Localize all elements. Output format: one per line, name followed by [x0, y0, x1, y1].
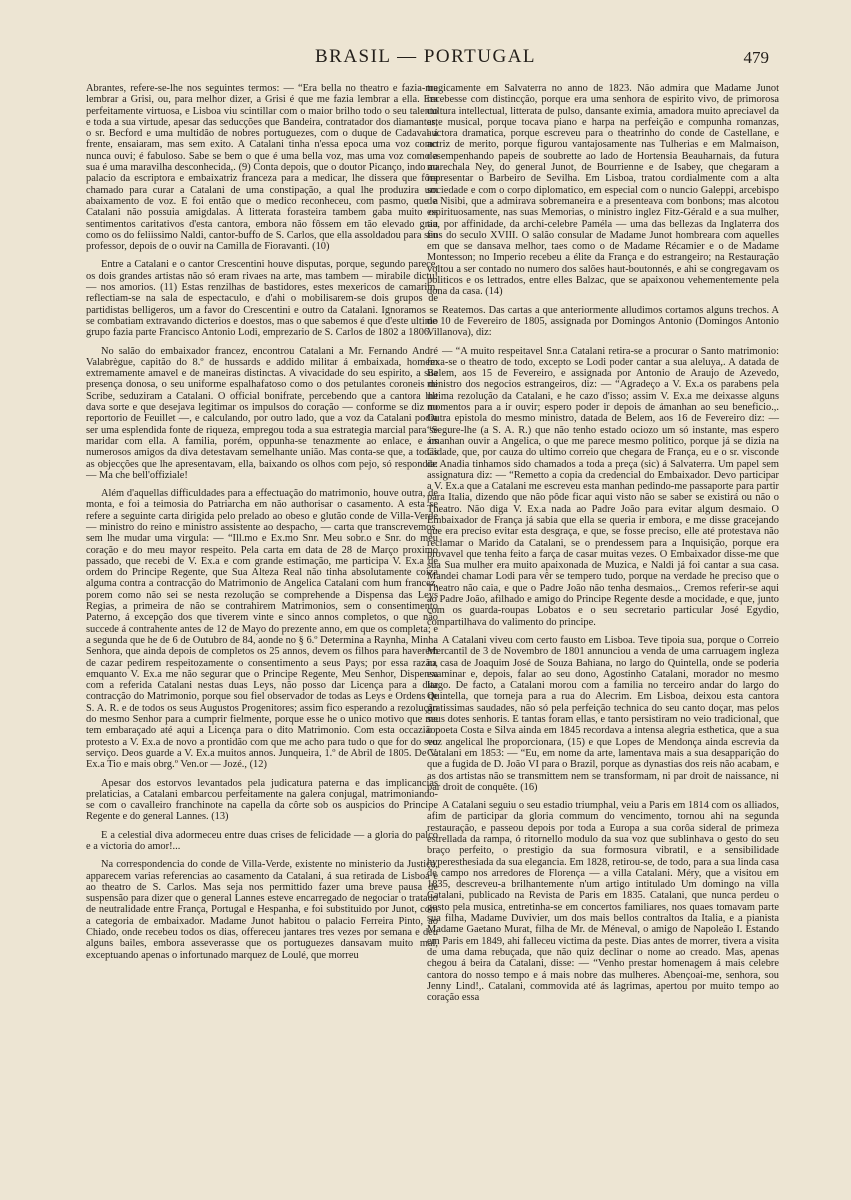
- paragraph: Abrantes, refere-se-lhe nos seguintes termos: — “Era bella no theatro e fazia-me lembrar a Grisi, ou, para melhor dizer, a Grisi é que me fazia lembrar a ella. Era perfeitamente virtuosa, e Lisboa viu scintillar com o maior brilho todo o seu talento e toda a sua virtude, apesar das seducções que Bandeira, contratador dos diamantes, o sr. Becford e uma multidão de nobres portuguezes, com o duque de Cadaval á frente, ensaiaram, mas sem exito. A Catalani tinha n'essa epoca uma voz como nunca ouvi; é fabuloso. Sabe se bem o que é uma bella voz, mas uma voz como a sua é uma maravilha desconhecida,. (9) Conta depois, que o doutor Picanço, indo ao palacio da escriptora e embaixatriz franceza para a medicar, lhe dissera que fôra chamado para curar a Catalani de uma constipação, a qual lhe produzira um abaixamento de voz. E foi então que o medico reconheceu, com pasmo, que a Catalani não possuia amigdalas. A litterata forasteira tambem gaba muito os sentimentos caritativos d'esta cantora, embora não fôssem em tão elevado grau como os do feliissimo Naldi, cantor-buffo de S. Carlos, que ella assoldadou para seu professor, depois de o ouvir na Camilla de Fioravanti. (10): [86, 83, 438, 253]
- paragraph: A Catalani seguiu o seu estadio triumphal, veiu a Paris em 1814 com os alliados, afim de participar da gloria commum do vencimento, tornou ahi na segunda restauração, e passeou depois por toda a Europa a sua corôa sideral de primeza estrellada da rampa, ó ritornello modulo da sua voz que sublinhava o gesto do seu braço perfeito, o prestigio da sua formosura vibratil, e a sensibilidade hyperesthesiada da sua elegancia. Em 1828, retirou-se, de todo, para a sua linda casa de campo nos arredores de Florença — a villa Catalani. Méry, que a visitou em 1835, descreveu-a brilhantemente n'um artigo intitulado Um domingo na villa Catalani, publicado na Revista de Paris em 1835. Catalani, que nunca perdeu o gosto pela musica, entretinha-se em concertos familiares, nos quaes tomavam parte sua filha, Madame Duvivier, um dos mais bellos contraltos da Italia, e a pianista Madame Gaetano Murat, filha de Mr. de Méneval, o amigo de Napoleão I. Estando em Paris em 1849, ahi falleceu victima da peste. Dias antes de morrer, tivera a visita de uma dama rebuçada, que não quiz declinar o nome ao creado. Mas, apenas chegou á beira da Catalani, disse: — “Venho prestar homenagem á mais celebre cantora do nosso tempo e á mais nobre das mulheres. Abençoai-me, senhora, sou Jenny Lind!,. Catalani, commovida até ás lagrimas, apertou por muito tempo ao coração essa: [427, 800, 779, 1004]
- paragraph: Entre a Catalani e o cantor Crescentini houve disputas, porque, segundo parece, os dois grandes artistas não só eram rivaes na arte, mas tambem — mirabile dictu! — nos amorios. (11) Estas renzilhas de bastidores, estes mexericos de camarim, reflectiam-se na sala de espectaculo, e d'ahi o mobilisarem-se dois grupos de partidistas belligeros, um a favor do Crescentini e outro da Catalani. Ignoramos se se combatiam extravando dicterios e doestos, mas o que sabemos é que d'este ultimo grupo fazia parte Francisco Antonio Lodi, emprezario de S. Carlos de 1802 a 1806.: [86, 259, 438, 339]
- paragraph: No salão do embaixador francez, encontrou Catalani a Mr. Fernando André Valabrègue, capitão do 8.º de hussards e addido militar á embaixada, homem extremamente amavel e de maneiras distinctas. A vivacidade do seu espirito, a sua presença donosa, o seu uniforme espalhafatoso como o dos petulantes coroneis de Scribe, seduziram a Catalani. O official bonifrate, percebendo que a cantora lhe dava sorte e que desejava legitimar os impulsos do coração — conforme se diz no reportorio de Feuillet —, e calculando, por outro lado, que a voz da Catalani podia ser uma esplendida fonte de riqueza, empregou toda a sua estrategia marcial para se maridar com ella. A familia, porém, oppunha-se tenazmente ao enlace, e os numerosos amigos da diva detestavam semelhante união. Mas conta-se que, a todas as objecções que lhe apresentavam, ella, baixando os olhos com pejo, só respondia: — Ma che bell'offiziale!: [86, 345, 438, 481]
- running-title: BRASIL — PORTUGAL: [314, 46, 537, 67]
- left-column: [86, 83, 438, 968]
- paragraph: Apesar dos estorvos levantados pela judicatura paterna e das implicancias prelaticias, a Catalani embarcou perfeitamente na galera conjugal, matrimoniando-se com o cavalleiro franchinote na capella da côrte sob os auspicios do Principe Regente e do general Lannes. (13): [86, 777, 438, 823]
- page-header: [0, 46, 851, 76]
- paragraph: Reatemos. Das cartas a que anteriormente alludimos cortamos alguns trechos. A de 10 de Fevereiro de 1805, assignada por Domingos Antonio (Domingos Antonio Villanova), diz:: [427, 304, 779, 339]
- paragraph: Além d'aquellas difficuldades para a effectuação do matrimonio, houve outra, de monta, e foi a teimosia do Patriarcha em não authorisar o casamento. A esta se refere a seguinte carta dirigida pelo prelado ao obeso e glutão conde de Villa-Verde — ministro do reino e ministro assistente ao despacho, — carta que transcrevemos, sem lhe mudar uma virgula: — “Ill.mo e Ex.mo Snr. Meu sobr.o e Snr. do meu coração e do meu mayor respeito. Pela carta em data de 28 de Março proximo passado, que recebi de V. Ex.a e com grande estimação, me participa V. Ex.a de ordem do Principe Regente, que Sua Alteza Real não tinha absolutamente coiza alguma contra a contracção do Matrimonio de Angelica Catalani com hum francez, porem como não sei se nesta rezolução se comprehende a Dispensa das Leys Regias, a primeira de não se contrahirem Matrimonios, sem o consentimento Paterno, á excepção dos que tiverem vinte e sinco annos completos, o que não succede á contrahente antes de 12 de Mayo do prezente anno, em que os completa; e a segunda que he de 6 de Outubro de 84, aonde no § 6.º Determina a Raynha, Minha Senhora, que ainda depois de completos os 25 annos, devem os filhos para haverem de cazar pedirem respeitozamente o consentimento a seus Pays; por essa razão, emquanto V. Ex.a me não segurar que o Principe Regente, Meu Senhor, Dispensa com a referida Catalani nestas duas Leys, não posso dar Licença para a dita contracção do Matrimonio, porque sou fiel observador de todas as Leys e Ordens de S. A. R. e de todos os seus Augustos Progenitores; assim fico esperando a rezolução do mesmo Senhor para a cumprir fielmente, porque esse he o unico motivo que me tem embaraçado até aqui a Licença para o dito Matrimonio. Com esta occazião, protesto a V. Ex.a de novo a prontidão com que me acho para tudo o que for do seu serviço. Deos guarde a V. Ex.a muitos annos. Junqueira, 1.º de Abril de 1805. De V. Ex.a Tio e mais obrg.º Ven.or — Jozé., (12): [86, 488, 438, 771]
- paragraph: tragicamente em Salvaterra no anno de 1823. Não admira que Madame Junot recebesse com distincção, porque era uma senhora de espirito vivo, de primorosa cultura intellectual, litterata de pulso, dansante eximia, amadora muito apreciavel da arte musical, porque tocava piano e harpa na perfeição e compunha romanzas, auctora dramatica, porque escreveu para o theatrinho do conde de Castellane, e actriz de merito, porque figurou vantajosamente nas Tulherias e em Malmaison, desempenhando papeis de soubrette ao lado de Hortensia Beauharnais, da futura marechala Ney, do general Junot, de Bourrienne e de Isabey, que chegaram a representar o Barbeiro de Sevilha. Em Lisboa, tratou cordialmente com a alta sociedade e com o corpo diplomatico, em especial com o nuncio Galeppi, arcebispo de Nisibi, que a admirava sobremaneira e a presenteava com bonbons; mas alcotou espirituosamente, nas suas Memorias, o ministro inglez Fitz-Gérald e a sua mulher, tia, por affinidade, da archi-celebre Paméla — uma das bellezas da Inglaterra dos fins do seculo XVIII. O salão consular de Madame Junot hombreara com aquelles em que se dansava melhor, taes como o de Madame Récamier e o de Madame Montesson; no Imperio recebeu a élite da França e do estrangeiro; na Restauração voltou a ser contado no numero dos salões haut-boutonnés, e ahi se congregavam os politicos e os lettrados, entre elles Balzac, que se apaixonou vehementemente pela dona da casa. (14): [427, 83, 779, 298]
- page-number: 479: [743, 48, 769, 67]
- paragraph: Na correspondencia do conde de Villa-Verde, existente no ministerio da Justiça, apparecem varias referencias ao casamento da Catalani, á sua retirada de Lisboa e ao theatro de S. Carlos. Mas seja nos permittido fazer uma breve pausa de suspensão para dizer que o general Lannes esteve encarregado de negociar o tratado de neutralidade entre França, Portugal e Hespanha, e foi substituido por Junot, com a categoria de embaixador. Madame Junot habitou o palacio Ferreira Pinto, ao Chiado, onde recebeu todos os dias, offereceu jantares tres vezes por semana e deu alguns bailes, embora asseverasse que os portuguezes dansavam muito mal, exceptuando apenas o infortunado marquez de Loulé, que morreu: [86, 859, 438, 961]
- right-column: [427, 83, 779, 1010]
- paragraph: E a celestial diva adormeceu entre duas crises de felicidade — a gloria do palco e a victoria do amor!...: [86, 829, 438, 852]
- paragraph: — “A muito respeitavel Snr.a Catalani retira-se a procurar o Santo matrimonio: fexa-se o theatro de todo, excepto se Lodi poder cantar a sua aleluya,. A datada de Belem, aos 15 de Fevereiro, e assignada por Antonio de Araujo de Azevedo, ministro dos negocios estrangeiros, diz: — “Agradeço a V. Ex.a os parabens pela ultima rezolução da Catalani, e he cazo d'isso; assim V. Ex.a me deixasse alguns momentos para a ir ouvir; espero poder ir depois de ámanhan ao seu beneficio.,. Outra epistola do mesmo ministro, datada de Belem, aos 16 de Fevereiro diz: — “Segure-lhe (a S. A. R.) que não tenho estado ociozo um só instante, mas espero ámanhan ouvir a Angelica, o que me parece mesmo politico, porque já se dizia na Cidade, que, por cauza do ultimo correio que chegara de França, eu e o sr. visconde de Anadia tinhamos sido chamados a toda a preça (sic) á Salvaterra. Um papel sem assignatura diz: — “Remetto a copia da credencial do Embaixador. Devo participar a V. Ex.a que a Catalani me escreveu esta manhan pedindo-me passaporte para partir para Italia, dizendo que não pôde ficar aqui visto não se saber se existirá ou não o Theatro. Não diga V. Ex.a nada ao Padre João para evitar algum desmaio. O Embaixador de França já sabia que ella se queria ir embora, e me disse gracejando que era preciso evitar esta desgraça, e que, se fosse preciso, elle até protestava não reclamar o Marido da Catalani, se o prendessem para a Inquisição, porque era provavel que tenha feito a farça de casar muitas vezes. O Embaixador disse-me que sua Sua mulher era muito apaixonada de Muzica, e Naldi já foi cantar a sua casa. Mandei chamar Lodi para vêr se tempero tudo, porque na verdade he preciso que o Theatro não caia, e que o Padre João não tenha desmaios.,. Cremos referir-se aqui ao Padre João, afilhado e amigo do Principe Regente desde a mocidade, e que, junto com os guarda-roupas Lobatos e o seu secretario particular José Egydio, compartilhava do valimento do principe.: [427, 345, 779, 628]
- paragraph: A Catalani viveu com certo fausto em Lisboa. Teve tipoia sua, porque o Correio Mercantil de 3 de Novembro de 1801 annunciou a venda de uma carruagem ingleza na casa de Joaquim José de Souza Bahiana, no largo do Quintella, onde se poderia examinar e, depois, falar ao seu dono, Agostinho Catalani, morador no mesmo largo. De facto, a Catalani morou com a familia no terceiro andar do largo do Quintella, que torneja para a rua do Alecrim. Em Lisboa, deixou esta cantora gratissimas saudades, não só pela perfeição technica do seu canto doçar, mas pelos seus dotes senhoris. E tantas foram ellas, e tanto persistiram no veio tradicional, que o poeta Costa e Silva ainda em 1845 recordava a intensa alegria esthetica, que a sua voz angelical lhe proporcionara, (15) e que Lopes de Mendonça ainda escrevia da Catalani em 1853: — “Eu, em nome da arte, lamentava mais a sua desapparição do que a fugida de D. João VI para o Brazil, porque as dynastias dos reis não acabam, e as dos artistas não se transmittem nem se transformam, ni par droit de naissance, ni par droit de conquête. (16): [427, 634, 779, 793]
